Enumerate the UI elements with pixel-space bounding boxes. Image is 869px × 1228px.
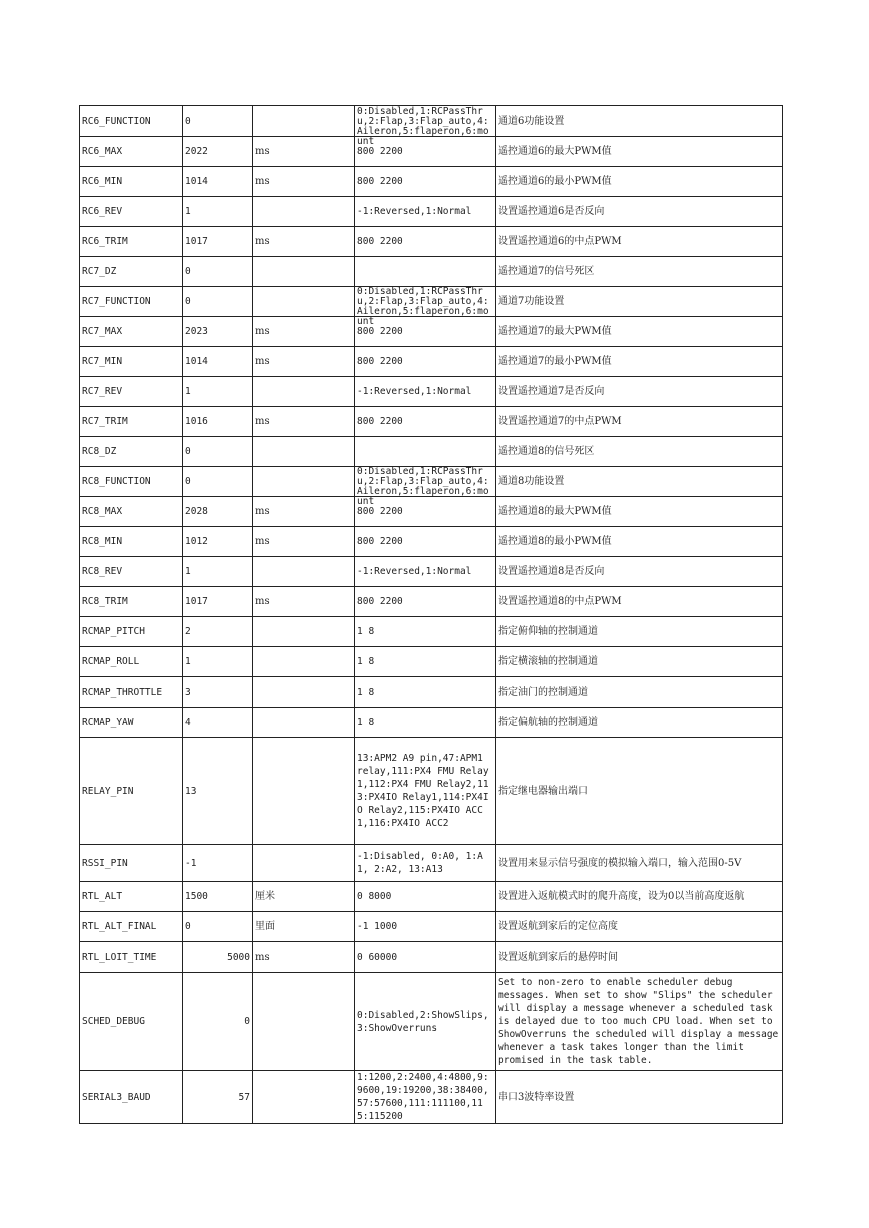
param-range-cell: 800 2200 xyxy=(355,587,496,617)
param-value-cell: 2 xyxy=(183,617,253,647)
param-range-cell: -1:Reversed,1:Normal xyxy=(355,377,496,407)
param-unit-cell xyxy=(253,845,355,882)
param-unit-cell xyxy=(253,437,355,467)
param-unit-cell: 里面 xyxy=(253,912,355,942)
param-name-cell: RC7_REV xyxy=(80,377,183,407)
param-range-cell xyxy=(355,286,496,327)
table-row xyxy=(80,227,783,257)
table-row xyxy=(80,738,783,845)
param-range-cell xyxy=(355,257,496,287)
param-desc-cell: 设置遥控通道8的中点PWM xyxy=(496,587,783,617)
param-desc-cell: 串口3波特率设置 xyxy=(496,1071,783,1124)
param-desc-cell: 指定油门的控制通道 xyxy=(496,677,783,708)
param-name-cell: RC8_TRIM xyxy=(80,587,183,617)
param-desc-cell: 遥控通道6的最大PWM值 xyxy=(496,137,783,167)
table-row xyxy=(80,377,783,407)
param-value-cell: 1 xyxy=(183,647,253,677)
param-value-cell: 1 xyxy=(183,377,253,407)
table-row xyxy=(80,973,783,1071)
table-row xyxy=(80,347,783,377)
table-row xyxy=(80,467,783,497)
param-range-cell: -1:Reversed,1:Normal xyxy=(355,557,496,587)
table-row xyxy=(80,912,783,942)
param-range-cell xyxy=(355,105,496,147)
param-name-cell: RCMAP_PITCH xyxy=(80,617,183,647)
table-row xyxy=(80,845,783,882)
param-name-cell: RC7_DZ xyxy=(80,257,183,287)
param-value-cell: 1012 xyxy=(183,527,253,557)
param-range-cell xyxy=(355,437,496,467)
param-desc-cell: 遥控通道7的信号死区 xyxy=(496,257,783,287)
param-desc-cell: 遥控通道6的最小PWM值 xyxy=(496,167,783,197)
param-name-cell: RC8_REV xyxy=(80,557,183,587)
table-row xyxy=(80,1071,783,1124)
param-desc-cell: 通道8功能设置 xyxy=(496,467,783,497)
param-value-cell: 2028 xyxy=(183,497,253,527)
param-value-cell: 5000 xyxy=(183,942,253,973)
param-desc-cell: 设置返航到家后的悬停时间 xyxy=(496,942,783,973)
param-name-cell: RTL_ALT xyxy=(80,882,183,912)
param-value-cell: 1500 xyxy=(183,882,253,912)
param-name-cell: RC7_MIN xyxy=(80,347,183,377)
table-row xyxy=(80,497,783,527)
param-desc-cell: 遥控通道8的最大PWM值 xyxy=(496,497,783,527)
param-range-cell: 800 2200 xyxy=(355,527,496,557)
param-range-text: 0:Disabled,1:RCPassThru,2:Flap,3:Flap_auto,4:Aileron,5:flaperon,6:mount xyxy=(357,466,489,507)
parameter-table xyxy=(79,105,783,1124)
param-value-cell: 1017 xyxy=(183,587,253,617)
param-value-cell: 1016 xyxy=(183,407,253,437)
param-range-cell: 1 8 xyxy=(355,647,496,677)
table-row xyxy=(80,167,783,197)
param-unit-cell: ms xyxy=(253,317,355,347)
param-value-cell: 1 xyxy=(183,557,253,587)
param-unit-cell: ms xyxy=(253,587,355,617)
param-desc-cell: 遥控通道8的最小PWM值 xyxy=(496,527,783,557)
param-value-cell: 0 xyxy=(183,106,253,137)
param-unit-cell xyxy=(253,708,355,738)
param-unit-cell: ms xyxy=(253,137,355,167)
param-range-cell: 800 2200 xyxy=(355,137,496,167)
param-value-cell: 0 xyxy=(183,437,253,467)
param-name-cell: RC6_MIN xyxy=(80,167,183,197)
param-range-cell: 1 8 xyxy=(355,617,496,647)
param-value-cell: 13 xyxy=(183,738,253,845)
table-row xyxy=(80,647,783,677)
param-range-cell: 1:1200,2:2400,4:4800,9:9600,19:19200,38:38400,57:57600,111:111100,115:115200 xyxy=(355,1071,496,1124)
param-desc-cell: 遥控通道7的最小PWM值 xyxy=(496,347,783,377)
param-range-cell: 800 2200 xyxy=(355,407,496,437)
table-row xyxy=(80,587,783,617)
param-desc-cell: 设置遥控通道7的中点PWM xyxy=(496,407,783,437)
param-value-cell: 0 xyxy=(183,973,253,1071)
param-name-cell: RC8_FUNCTION xyxy=(80,467,183,497)
param-value-cell: 1014 xyxy=(183,347,253,377)
param-unit-cell xyxy=(253,738,355,845)
param-desc-cell: 通道7功能设置 xyxy=(496,287,783,317)
param-range-cell: 1 8 xyxy=(355,677,496,708)
param-range-cell: 0 8000 xyxy=(355,882,496,912)
param-desc-cell: 设置遥控通道6是否反向 xyxy=(496,197,783,227)
param-range-cell: 800 2200 xyxy=(355,347,496,377)
param-unit-cell: ms xyxy=(253,347,355,377)
param-range-cell: -1:Reversed,1:Normal xyxy=(355,197,496,227)
param-range-cell: -1:Disabled, 0:A0, 1:A1, 2:A2, 13:A13 xyxy=(355,845,496,882)
param-unit-cell: ms xyxy=(253,167,355,197)
param-unit-cell xyxy=(253,467,355,497)
param-unit-cell xyxy=(253,106,355,137)
param-range-cell: 800 2200 xyxy=(355,227,496,257)
param-desc-cell: 设置返航到家后的定位高度 xyxy=(496,912,783,942)
param-name-cell: RC6_TRIM xyxy=(80,227,183,257)
param-value-cell: 0 xyxy=(183,257,253,287)
param-unit-cell xyxy=(253,677,355,708)
param-name-cell: RCMAP_THROTTLE xyxy=(80,677,183,708)
param-name-cell: RSSI_PIN xyxy=(80,845,183,882)
table-row xyxy=(80,708,783,738)
table-row xyxy=(80,882,783,912)
param-range-cell xyxy=(355,466,496,507)
param-desc-cell: 设置遥控通道7是否反向 xyxy=(496,377,783,407)
table-row xyxy=(80,557,783,587)
param-name-cell: RC8_MAX xyxy=(80,497,183,527)
table-row xyxy=(80,527,783,557)
param-value-cell: 3 xyxy=(183,677,253,708)
param-range-cell: 800 2200 xyxy=(355,167,496,197)
table-row xyxy=(80,137,783,167)
param-name-cell: RC8_DZ xyxy=(80,437,183,467)
param-desc-cell: 设置遥控通道6的中点PWM xyxy=(496,227,783,257)
table-row xyxy=(80,197,783,227)
table-row xyxy=(80,437,783,467)
param-name-cell: RC7_FUNCTION xyxy=(80,287,183,317)
param-unit-cell xyxy=(253,617,355,647)
param-desc-cell: 设置遥控通道8是否反向 xyxy=(496,557,783,587)
table-row xyxy=(80,677,783,708)
param-desc-cell: 设置用来显示信号强度的模拟输入端口，输入范围0-5V xyxy=(496,845,783,882)
param-name-cell: RTL_ALT_FINAL xyxy=(80,912,183,942)
param-range-cell: 0 60000 xyxy=(355,942,496,973)
param-value-cell: 4 xyxy=(183,708,253,738)
table-row xyxy=(80,106,783,137)
param-name-cell: RC7_TRIM xyxy=(80,407,183,437)
param-unit-cell xyxy=(253,1071,355,1124)
param-range-cell: 13:APM2 A9 pin,47:APM1 relay,111:PX4 FMU Relay1,112:PX4 FMU Relay2,113:PX4IO Relay1,114:PX4IO Relay2,115:PX4IO ACC1,116:PX4IO ACC2 xyxy=(355,738,496,845)
param-unit-cell: ms xyxy=(253,497,355,527)
param-value-cell: 2022 xyxy=(183,137,253,167)
param-value-cell: 57 xyxy=(183,1071,253,1124)
param-desc-cell: 遥控通道8的信号死区 xyxy=(496,437,783,467)
param-desc-cell: 指定继电器输出端口 xyxy=(496,738,783,845)
param-unit-cell xyxy=(253,287,355,317)
param-unit-cell: 厘米 xyxy=(253,882,355,912)
param-range-cell: 800 2200 xyxy=(355,317,496,347)
param-value-cell: 0 xyxy=(183,467,253,497)
param-unit-cell: ms xyxy=(253,227,355,257)
param-desc-cell: 指定俯仰轴的控制通道 xyxy=(496,617,783,647)
table-row xyxy=(80,317,783,347)
param-unit-cell: ms xyxy=(253,527,355,557)
param-desc-cell: 遥控通道7的最大PWM值 xyxy=(496,317,783,347)
param-range-text: 0:Disabled,1:RCPassThru,2:Flap,3:Flap_auto,4:Aileron,5:flaperon,6:mount xyxy=(357,105,489,147)
param-name-cell: SERIAL3_BAUD xyxy=(80,1071,183,1124)
param-name-cell: RC6_MAX xyxy=(80,137,183,167)
param-name-cell: SCHED_DEBUG xyxy=(80,973,183,1071)
param-unit-cell xyxy=(253,973,355,1071)
param-range-cell: -1 1000 xyxy=(355,912,496,942)
param-range-cell: 800 2200 xyxy=(355,497,496,527)
param-desc-cell: 通道6功能设置 xyxy=(496,106,783,137)
param-unit-cell xyxy=(253,377,355,407)
table-row xyxy=(80,407,783,437)
param-unit-cell xyxy=(253,257,355,287)
table-row xyxy=(80,617,783,647)
param-unit-cell xyxy=(253,197,355,227)
param-value-cell: 0 xyxy=(183,912,253,942)
param-unit-cell: ms xyxy=(253,942,355,973)
param-name-cell: RTL_LOIT_TIME xyxy=(80,942,183,973)
param-value-cell: 1 xyxy=(183,197,253,227)
table-row xyxy=(80,942,783,973)
param-value-cell: 1014 xyxy=(183,167,253,197)
param-name-cell: RC6_REV xyxy=(80,197,183,227)
param-name-cell: RC6_FUNCTION xyxy=(80,106,183,137)
param-unit-cell: ms xyxy=(253,407,355,437)
param-name-cell: RELAY_PIN xyxy=(80,738,183,845)
param-name-cell: RC7_MAX xyxy=(80,317,183,347)
param-unit-cell xyxy=(253,557,355,587)
param-name-cell: RCMAP_ROLL xyxy=(80,647,183,677)
param-desc-cell: 设置进入返航模式时的爬升高度，设为0以当前高度返航 xyxy=(496,882,783,912)
param-value-cell: 1017 xyxy=(183,227,253,257)
param-value-cell: 2023 xyxy=(183,317,253,347)
param-range-cell: 1 8 xyxy=(355,708,496,738)
param-name-cell: RC8_MIN xyxy=(80,527,183,557)
parameter-table-body xyxy=(80,106,783,1124)
param-name-cell: RCMAP_YAW xyxy=(80,708,183,738)
param-desc-cell: 指定横滚轴的控制通道 xyxy=(496,647,783,677)
param-value-cell: 0 xyxy=(183,287,253,317)
param-desc-cell: 指定偏航轴的控制通道 xyxy=(496,708,783,738)
table-row xyxy=(80,287,783,317)
param-value-cell: -1 xyxy=(183,845,253,882)
param-unit-cell xyxy=(253,647,355,677)
param-range-text: 0:Disabled,1:RCPassThru,2:Flap,3:Flap_auto,4:Aileron,5:flaperon,6:mount xyxy=(357,286,489,327)
param-range-cell: 0:Disabled,2:ShowSlips,3:ShowOverruns xyxy=(355,973,496,1071)
table-row xyxy=(80,257,783,287)
param-desc-cell: Set to non-zero to enable scheduler debug messages. When set to show "Slips" the scheduler will display a message whenever a scheduled task is delayed due to too much CPU load. When set to ShowOverruns the scheduled will display a message whenever a task takes longer than the limit promised in the task table. xyxy=(496,973,783,1071)
